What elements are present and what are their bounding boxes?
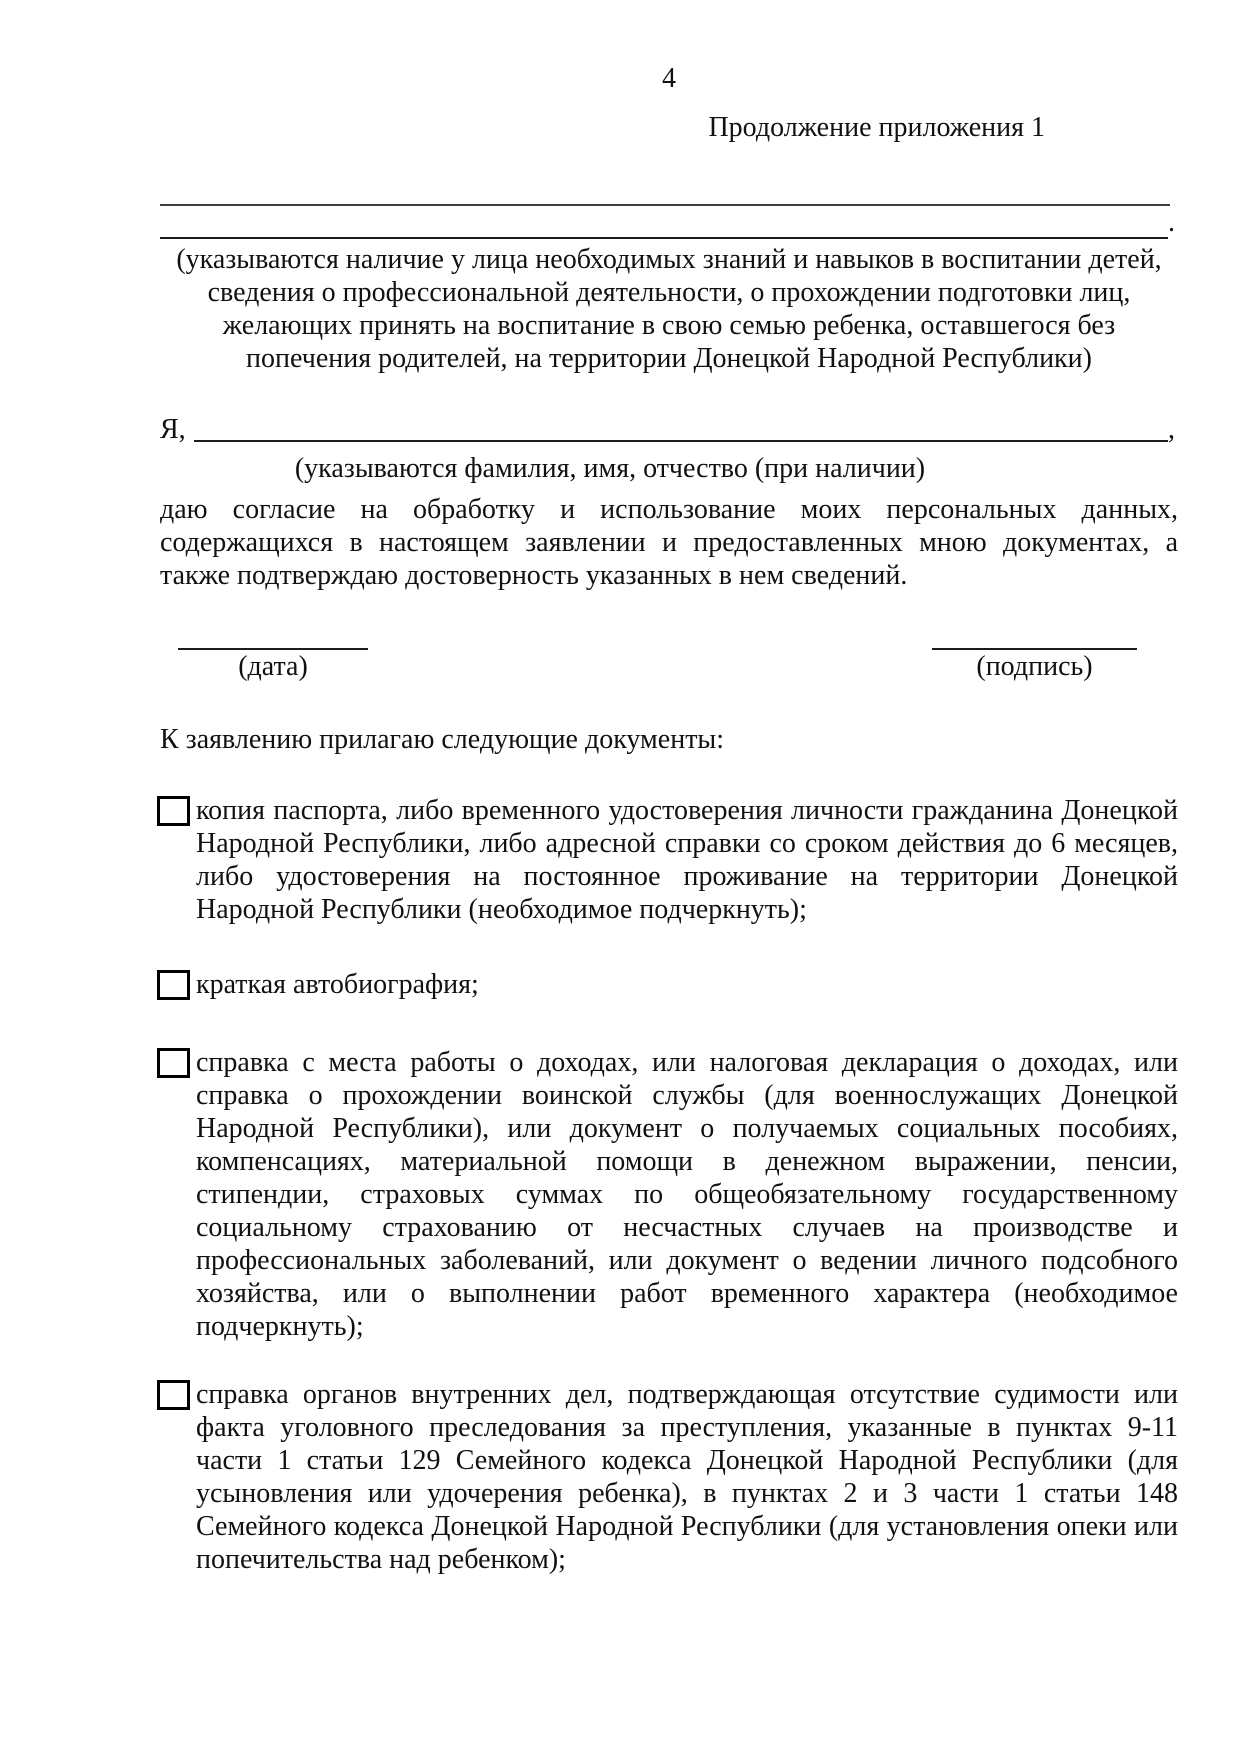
line-end-period: . bbox=[1168, 207, 1175, 238]
attachments-intro: К заявлению прилагаю следующие документы: bbox=[160, 724, 725, 755]
attachment-item-text: копия паспорта, либо временного удостоверения личности гражданина Донецкой Народной Республики, либо адресной справки со сроком действия до 6 месяцев, либо удостоверения на постоянное проживание на территории Донецкой Народной Республики (необходимое подчеркнуть); bbox=[196, 795, 1178, 925]
document-content bbox=[160, 0, 1178, 1576]
consent-paragraph: даю согласие на обработку и использование моих персональных данных, содержащихся в настоящем заявлении и предоставленных мною документах, а также подтверждаю достоверность указанных в нем сведений. bbox=[160, 494, 1178, 591]
attachment-item-criminal-record-certificate bbox=[160, 1378, 1178, 1576]
signature-label: (подпись) bbox=[976, 651, 1093, 682]
attachment-item-income-certificate bbox=[160, 1046, 1178, 1343]
checkbox[interactable] bbox=[157, 1380, 190, 1410]
date-signature-block bbox=[160, 648, 1178, 683]
declarant-prefix: Я, bbox=[160, 414, 186, 445]
attachment-item-text: краткая автобиография; bbox=[196, 969, 479, 1000]
attachment-item-text: справка с места работы о доходах, или налоговая декларация о доходах, или справка о прохождении воинской службы (для военнослужащих Донецкой Народной Республики), или документ о получаемых социальных пособиях, компенсациях, материальной помощи в денежном выражении, пенсии, стипендии, страховых суммах по общеобязательному государственному социальному страхованию от несчастных случаев на производстве и профессиональных заболеваний, или документ о ведении личного подсобного хозяйства, или о выполнении работ временного характера (необходимое подчеркнуть); bbox=[196, 1047, 1178, 1342]
qualifications-note: (указываются наличие у лица необходимых знаний и навыков в воспитании детей, сведения о профессиональной деятельности, о прохождении подготовки лиц, желающих принять на воспитание в свою семью ребенка, оставшегося без попечения родителей, на территории Донецкой Народной Республики) bbox=[176, 244, 1162, 374]
continuation-header: Продолжение приложения 1 bbox=[708, 112, 1045, 143]
signature-column bbox=[932, 648, 1137, 683]
declarant-comma: , bbox=[1168, 414, 1175, 445]
page-number: 4 bbox=[662, 63, 676, 94]
attachment-item-autobiography bbox=[160, 968, 1178, 1001]
details-blank-line-2[interactable] bbox=[160, 206, 1168, 239]
declarant-row bbox=[160, 413, 1178, 446]
details-blank-line-2-row bbox=[160, 206, 1178, 239]
checkbox[interactable] bbox=[157, 796, 190, 826]
full-name-caption: (указываются фамилия, имя, отчество (при наличии) bbox=[294, 453, 926, 484]
checkbox[interactable] bbox=[157, 970, 190, 1000]
checkbox[interactable] bbox=[157, 1048, 190, 1078]
date-column bbox=[178, 648, 368, 683]
date-label: (дата) bbox=[238, 651, 308, 682]
full-name-input-line[interactable] bbox=[194, 413, 1168, 442]
attachment-item-passport-copy bbox=[160, 794, 1178, 926]
attachment-item-text: справка органов внутренних дел, подтверждающая отсутствие судимости или факта уголовного преследования за преступления, указанные в пунктах 9-11 части 1 статьи 129 Семейного кодекса Донецкой Народной Республики (для усыновления или удочерения ребенка), в пунктах 2 и 3 части 1 статьи 148 Семейного кодекса Донецкой Народной Республики (для установления опеки или попечительства над ребенком); bbox=[196, 1379, 1178, 1575]
